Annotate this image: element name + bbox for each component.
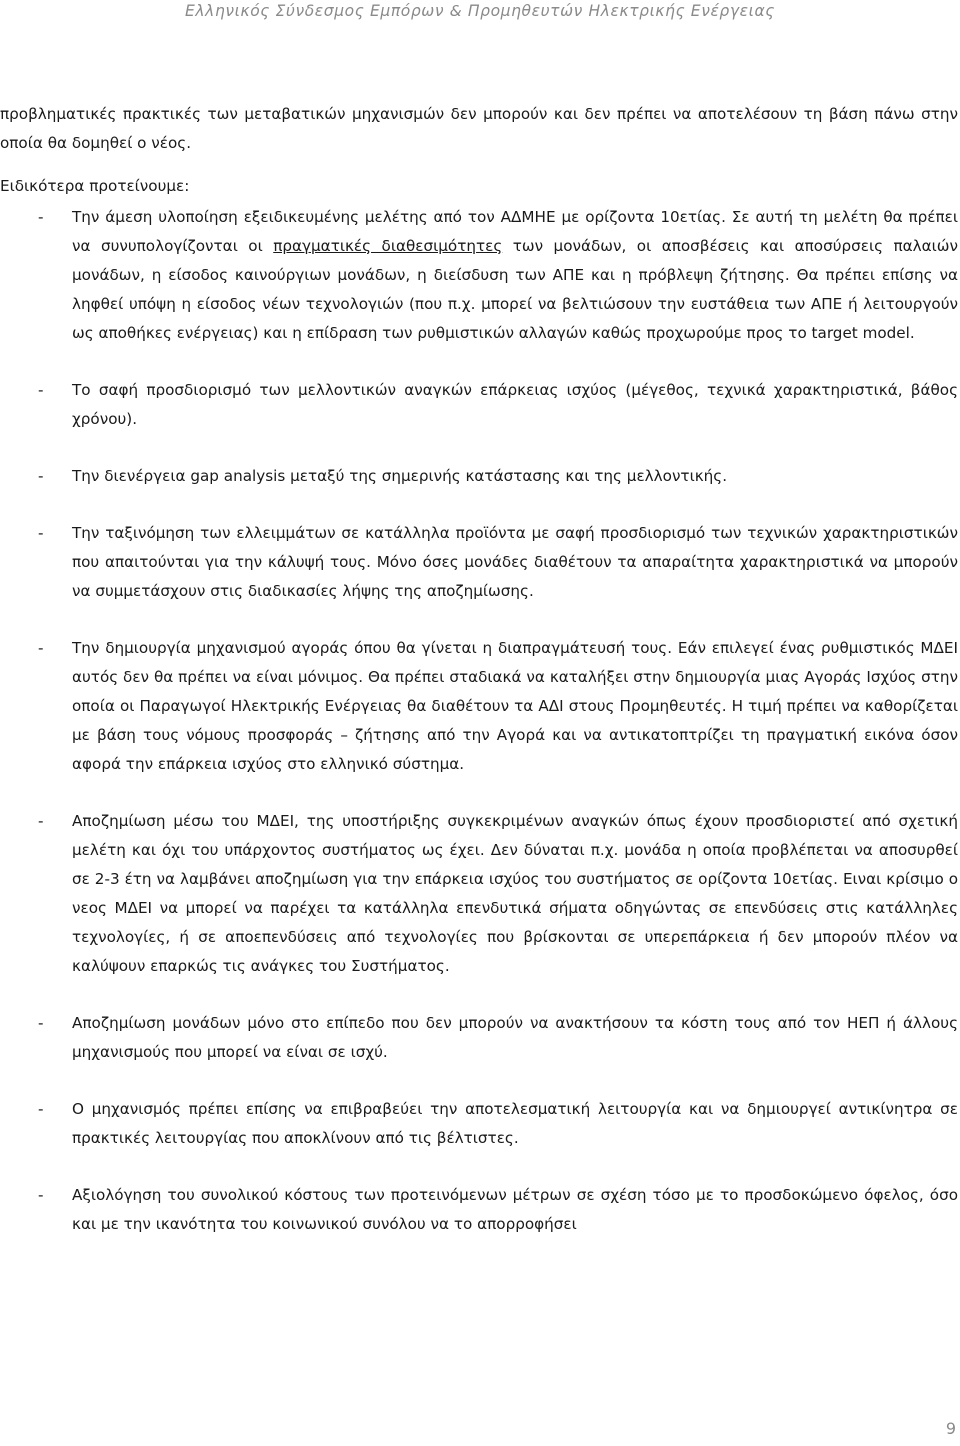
document-body: [0, 100, 958, 1239]
list-item-text: Το σαφή προσδιορισμό των μελλοντικών αναγκών επάρκειας ισχύος (μέγεθος, τεχνικά χαρακτηριστικά, βάθος χρόνου).: [72, 381, 958, 428]
bullet-dash: -: [38, 467, 44, 485]
list-item: [0, 634, 958, 779]
bullet-dash: -: [38, 1186, 44, 1204]
proposal-list: [0, 203, 958, 1239]
bullet-dash: -: [38, 381, 44, 399]
list-item-text: Ο μηχανισμός πρέπει επίσης να επιβραβεύει την αποτελεσματική λειτουργία και να δημιουργεί αντικίνητρα σε πρακτικές λειτουργίας που αποκλίνουν από τις βέλτιστες.: [72, 1100, 958, 1147]
list-item-text: Αποζημίωση μέσω του ΜΔΕΙ, της υποστήριξης συγκεκριμένων αναγκών όπως έχουν προσδιοριστεί από σχετική μελέτη και όχι του υπάρχοντος συστήματος ως έχει. Δεν δύναται π.χ. μονάδα η οποία προβλέπεται να αποσυρθεί σε 2-3 έτη να λαμβάνει αποζημίωση για την επάρκεια ισχύος του συστήματος σε ορίζοντα 10ετίας. Ειναι κρίσιμο ο νεος ΜΔΕΙ να μπορεί να παρέχει τα κατάλληλα επενδυτικά σήματα οδηγώντας σε επενδύσεις στις κατάλληλες τεχνολογίες, ή σε αποεπενδύσεις από τεχνολογίες που βρίσκονται σε υπερεπάρκεια ή δεν μπορούν πλέον να καλύψουν επαρκώς τις ανάγκες του Συστήματος.: [72, 812, 958, 975]
list-item-text: Αποζημίωση μονάδων μόνο στο επίπεδο που δεν μπορούν να ανακτήσουν τα κόστη τους από τον ΗΕΠ ή άλλους μηχανισμούς που μπορεί να είναι σε ισχύ.: [72, 1014, 958, 1061]
bullet-dash: -: [38, 1014, 44, 1032]
bullet-dash: -: [38, 1100, 44, 1118]
list-item: [0, 1181, 958, 1239]
list-item: [0, 1095, 958, 1153]
opening-paragraph: προβληματικές πρακτικές των μεταβατικών μηχανισμών δεν μπορούν και δεν πρέπει να αποτελέσουν τη βάση πάνω στην οποία θα δομηθεί ο νέος.: [0, 105, 958, 152]
list-item: [0, 807, 958, 981]
header-title: Ελληνικός Σύνδεσμος Εμπόρων & Προμηθευτών Ηλεκτρικής Ενέργειας: [185, 2, 775, 20]
list-item: [0, 462, 958, 491]
bullet-dash: -: [38, 524, 44, 542]
bullet-dash: -: [38, 812, 44, 830]
list-item-text: Την ταξινόμηση των ελλειμμάτων σε κατάλληλα προϊόντα με σαφή προσδιορισμό των τεχνικών χαρακτηριστικών που απαιτούνται για την κάλυψή τους. Μόνο όσες μονάδες διαθέτουν τα απαραίτητα χαρακτηριστικά να μπορούν να συμμετάσχουν στις διαδικασίες λήψης της αποζημίωσης.: [72, 524, 958, 600]
list-item-text: Την άμεση υλοποίηση εξειδικευμένης μελέτης από τον ΑΔΜΗΕ με ορίζοντα 10ετίας. Σε αυτή τη μελέτη θα πρέπει να συνυπολογίζονται οι: [72, 208, 958, 255]
page-number: 9: [945, 1419, 956, 1438]
list-item: [0, 203, 958, 348]
bullet-dash: -: [38, 639, 44, 657]
list-item-text: Την δημιουργία μηχανισμού αγοράς όπου θα γίνεται η διαπραγμάτευσή τους. Εάν επιλεγεί ένας ρυθμιστικός ΜΔΕΙ αυτός δεν θα πρέπει να είναι μόνιμος. Θα πρέπει σταδιακά να καταλήξει στην δημιουργία μιας Αγοράς Ισχύος στην οποία οι Παραγωγοί Ηλεκτρικής Ενέργειας θα διαθέτουν τα ΑΔΙ στους Προμηθευτές. Η τιμή πρέπει να καθορίζεται με βάση τους νόμους προσφοράς – ζήτησης από την Αγορά και να αντικατοπτρίζει τη πραγματική εικόνα όσον αφορά την επάρκεια ισχύος στο ελληνικό σύστημα.: [72, 639, 958, 773]
list-item: [0, 519, 958, 606]
underlined-text: πραγματικές διαθεσιμότητες: [273, 237, 503, 255]
intro-line: Ειδικότερα προτείνουμε:: [0, 177, 190, 195]
list-item-text: Αξιολόγηση του συνολικού κόστους των προτεινόμενων μέτρων σε σχέση τόσο με το προσδοκώμενο όφελος, όσο και με την ικανότητα του κοινωνικού συνόλου να το απορροφήσει: [72, 1186, 958, 1233]
list-item: [0, 1009, 958, 1067]
list-item-text: Την διενέργεια gap analysis μεταξύ της σημερινής κατάστασης και της μελλοντικής.: [72, 467, 728, 485]
document-header: [0, 0, 960, 26]
bullet-dash: -: [38, 208, 44, 226]
list-item: [0, 376, 958, 434]
list-item-text-continued: των μονάδων, οι αποσβέσεις και αποσύρσεις παλαιών μονάδων, η είσοδος καινούργιων μονάδων, η διείσδυση των ΑΠΕ και η πρόβλεψη ζήτησης. Θα πρέπει επίσης να ληφθεί υπόψη η είσοδος νέων τεχνολογιών (που π.χ. μπορεί να βελτιώσουν την ευστάθεια των ΑΠΕ ή λειτουργούν ως αποθήκες ενέργειας) και η επίδραση των ρυθμιστικών αλλαγών καθώς προχωρούμε προς το target model.: [72, 237, 958, 342]
